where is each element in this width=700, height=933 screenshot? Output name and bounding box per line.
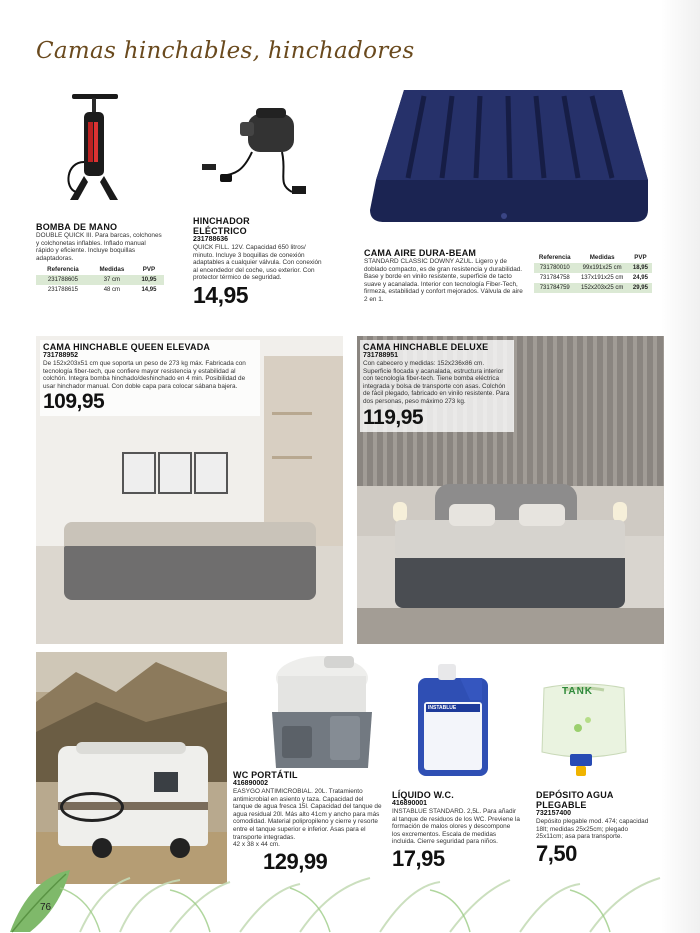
- table-header: PVP: [634, 254, 647, 261]
- electric-pump-ref: 231788636: [193, 236, 229, 243]
- dura-beam-name: CAMA AIRE DURA-BEAM: [364, 248, 477, 258]
- leaf-decoration: [0, 868, 700, 933]
- electric-pump-desc: QUICK FILL. 12V. Capacidad 650 litros/ minuto. Incluye 3 boquillas de conexión adaptables a cualquier válvula. Con conexión al encendedor del coche, uso exterior. Con protector térmico de seguridad.: [193, 244, 322, 282]
- page-edge-shadow: [660, 0, 700, 933]
- electric-pump-price: 14,95: [193, 281, 249, 308]
- hand-pump-table: [36, 264, 164, 295]
- table-cell: 231788605: [36, 275, 90, 285]
- table-header: Medidas: [589, 254, 615, 261]
- table-cell: 152x203x25 cm: [576, 283, 629, 293]
- wc-image: [264, 650, 380, 774]
- hand-pump-desc: DOUBLE QUICK III. Para barcas, colchones y colchonetas inflables. Inflado manual rápido y eficiente. Incluye boquillas adaptadoras.: [36, 232, 162, 262]
- deluxe-desc: Con cabecero y medidas: 152x236x86 cm. Superficie flocada y acanalada, estructura interior con tecnología fiber-tech. Tiene bomba eléctrica integrada y bolsa de transporte con asas. Colchón de fácil plegado, fabricado en vinilo resistente. Para dos personas, peso máximo 273 kg.: [363, 360, 510, 405]
- liquid-bottle-image: [410, 660, 496, 780]
- table-header: Referencia: [47, 266, 79, 274]
- queen-elevated-desc: De 152x203x51 cm que soporta un peso de 273 kg máx. Fabricada con tecnología fiber-tech, que confiere mayor resistencia y estabilidad al colchón. Integra bomba hinchado/deshinchado en 4 min. Posibilidad de usar hinchador manual. Con doble capa para colocar sábana bajera.: [43, 360, 246, 390]
- queen-elevated-ref: 731788952: [43, 352, 79, 359]
- queen-elevated-price: 109,95: [43, 390, 105, 414]
- table-cell: 29,95: [629, 283, 652, 293]
- wc-dims: 42 x 38 x 44 cm.: [233, 841, 280, 849]
- wc-name: WC PORTÁTIL: [233, 770, 298, 780]
- table-header: PVP: [142, 266, 156, 274]
- water-tank-label: TANK: [562, 686, 594, 697]
- section-title: Camas hinchables, hinchadores: [36, 38, 415, 64]
- table-cell: 24,95: [632, 275, 648, 281]
- table-cell: 137x191x25 cm: [580, 275, 624, 281]
- table-cell: 731780010: [534, 263, 576, 273]
- queen-elevated-name: CAMA HINCHABLE QUEEN ELEVADA: [43, 342, 211, 352]
- wc-ref: 416890002: [233, 780, 269, 787]
- table-cell: 14,95: [141, 287, 157, 294]
- liquid-desc: INSTABLUE STANDARD. 2,5L. Para añadir al tanque de residuos de los WC. Previene la formación de malos olores y descompone los excrementos. Escala de medidas incluida. Cierre seguridad para niños.: [392, 808, 520, 846]
- table-cell: 231788615: [47, 287, 78, 294]
- table-cell: 48 cm: [103, 287, 121, 294]
- table-cell: 37 cm: [90, 275, 134, 285]
- liquid-price: 17,95: [392, 845, 445, 871]
- table-cell: 10,95: [134, 275, 164, 285]
- table-row: [36, 275, 164, 285]
- tank-desc: Depósito plegable mod. 474; capacidad 18lt; medidas 25x25cm; plegado 25x11cm; asa para transporte.: [536, 818, 649, 841]
- electric-pump-name-2: ELÉCTRICO: [193, 226, 247, 236]
- page-number: 76: [40, 902, 52, 913]
- tank-ref: 732157400: [536, 810, 572, 817]
- wc-desc: EASYGO ANTIMICROBIAL. 20L. Tratamiento antimicrobial en asiento y taza. Capacidad del tanque de agua fresca 15l. Capacidad del tanque de agua residual 20l. Más alto 41cm y ancho para más comodidad. Material polipropileno y cierre y resorte entre el tanque superior e inferior. Asas para el transporte integradas.: [233, 788, 382, 841]
- tank-price: 7,50: [536, 840, 577, 866]
- table-row: [36, 285, 164, 295]
- table-cell: 99x191x25 cm: [576, 263, 629, 273]
- electric-pump-name-1: HINCHADOR: [193, 216, 250, 226]
- camper-photo: [36, 652, 227, 884]
- dura-beam-desc: STANDARD CLASSIC DOWNY AZUL. Ligero y de doblado compacto, es de gran resistencia y durabilidad. Base y borde en vinilo resistente, superficie de tacto suave y acanalada. Interior con tecnología Fiber-Tech, firmeza, estabilidad y confort mejorados. Válvula de aire 2 en 1.: [364, 258, 523, 303]
- liquid-ref: 416890001: [392, 800, 428, 807]
- table-row: [534, 283, 652, 293]
- hand-pump-image: [58, 92, 130, 210]
- table-cell: 731784759: [534, 283, 576, 293]
- table-cell: 731784758: [539, 275, 570, 281]
- liquid-label: INSTABLUE: [428, 705, 457, 711]
- dura-beam-image: [364, 80, 654, 230]
- tank-name-1: DEPÓSITO AGUA: [536, 790, 614, 800]
- table-header: Medidas: [99, 266, 125, 274]
- hand-pump-name: BOMBA DE MANO: [36, 222, 118, 232]
- deluxe-name: CAMA HINCHABLE DELUXE: [363, 342, 489, 352]
- table-header: Referencia: [538, 254, 571, 261]
- table-row: [534, 273, 652, 283]
- dura-beam-table: [534, 252, 652, 293]
- table-row: [534, 263, 652, 273]
- deluxe-ref: 731788951: [363, 352, 399, 359]
- electric-pump-image: [192, 104, 312, 200]
- tank-name-2: PLEGABLE: [536, 800, 587, 810]
- table-cell: 18,95: [629, 263, 652, 273]
- deluxe-price: 119,95: [363, 405, 424, 429]
- wc-price: 129,99: [263, 848, 328, 874]
- liquid-name: LÍQUIDO W.C.: [392, 790, 454, 800]
